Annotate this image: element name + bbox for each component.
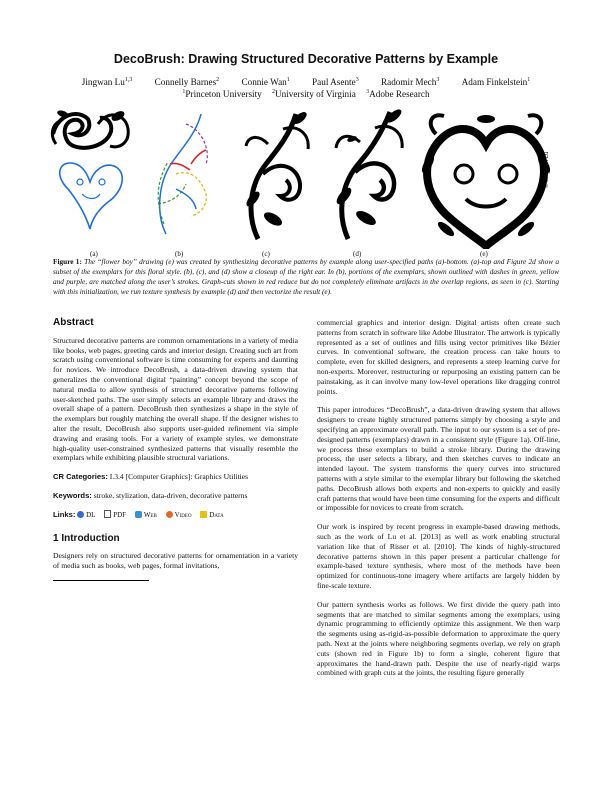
links-row: Links: DL PDF Web Video Data [53,509,224,519]
footnote-rule [53,580,149,581]
label-e: (e) [480,250,488,258]
query-path-heart [60,163,123,229]
affiliation: $^1$Princeton University [182,88,262,99]
author: Radomir Mech$^3$ [380,76,440,87]
copyright-notice: © Jingwan Lu [544,151,550,188]
link-dl[interactable]: DL [77,511,95,519]
author: Connelly Barnes$^2$ [154,76,220,87]
author: Paul Asente$^3$ [312,76,359,87]
author-list [0,76,612,88]
keywords: Keywords: stroke, stylization, data-driven, decorative patterns [53,490,248,500]
intro-heading: 1 Introduction [53,532,120,544]
panel-e-flower-boy [416,104,556,249]
label-a: (a) [90,250,98,258]
intro-paragraph: Designers rely on structured decorative patterns for ornamentation in a variety of media such as books, web pages, formal invitations, [53,551,298,571]
panel-d-synthesized [330,104,410,244]
body-paragraph: Our pattern synthesis works as follows. We first divide the query path into segments that are matched to similar segments among the exemplars, using dynamic programming to efficiently optimize this assignment. We then warp the segments using as-rigid-as-possible deformation to approximate the query path. Next at the joints where neighboring segments overlap, we rely on graph cuts (shown red in Figure 1b) to form a single, coherent figure that approximates the hand-drawn path. Despite the use of nearly-rigid warps combined with graph cuts at the joints, the resulting figure generally [317,599,560,678]
pdf-icon [104,510,111,518]
affiliation: $^3$Adobe Research [366,88,430,99]
author: Adam Finkelstein$^1$ [461,76,531,87]
caption-label: Figure 1: [53,257,82,266]
author: Jingwan Lu$^{1,3}$ [81,76,133,87]
left-column [53,318,298,581]
body-paragraph: Our work is inspired by recent progress in example-based drawing methods, such as the work of Lu et al. [2013] as well as work enabling structural variation like that of Risser et al. [2010]. The kinds of highly-structured decorative patterns shown in this paper present a particular challenge for example-based texture synthesis, where most of the methods have been optimized for continuous-tone imagery where artifacts are largely hidden by fine-scale texture. [317,522,560,590]
figure-caption [53,257,559,297]
authors-block [0,76,612,100]
cr-categories: CR Categories: I.3.4 [Computer Graphics]: Graphics Utilities [53,472,249,482]
abstract-heading: Abstract [53,317,94,328]
panel-b-matched-segments [146,104,226,244]
label-d: (d) [353,250,362,258]
right-column [317,318,560,687]
dl-icon [77,511,84,518]
paper-title: DecoBrush: Drawing Structured Decorative Patterns by Example [113,52,499,66]
web-icon [135,511,142,518]
figure-1 [48,104,560,258]
label-c: (c) [262,250,270,258]
body-paragraph: commercial graphics and interior design. Digital artists often create such patterns from scratch in software like Adobe Illustrator. The artwork is typically represented as a set of outlines and fills using vector primitives like Bézier curves. In conventional software, the creation process can take hours to complete, even for skilled designers, and represents a steep learning curve for non-experts. Moreover, restructuring or repurposing an existing pattern can be painstaking, as it can involve many low-level operations like dragging control points. [317,318,560,396]
body-paragraph: This paper introduces “DecoBrush”, a data-driven drawing system that allows designers to create highly structured patterns simply by choosing a style and specifying an approximate overall path. The input to our system is a set of pre-designed patterns (exemplars) drawn in a consistent style (Figure 1a). Off-line, we process these exemplars to build a stroke library. During the drawing process, the user selects a library, and then sketches curves to indicate an intended layout. The system transforms the query curves into structured patterns with a style similar to the exemplar library but following the sketched paths. DecoBrush allows both experts and non-experts to quickly and easily craft patterns that would have been time consuming for the experts and difficult or impossible for novices to create from scratch. [317,405,560,513]
link-web[interactable]: Web [135,511,157,519]
link-pdf[interactable]: PDF [104,511,126,519]
abstract-text: Structured decorative patterns are common ornamentations in a variety of media like books, web pages, greeting cards and interior design. Creating such art from scratch using conventional software is time consuming for experts and daunting for novices. We introduce DecoBrush, a data-driven drawing system that generalizes the conventional digital “painting” concept beyond the scope of natural media to allow synthesis of structured decorative patterns following user-sketched paths. The user simply selects an example library and draws the overall shape of a pattern. DecoBrush then synthesizes a shape in the style of the exemplars but roughly matching the overall shape. If the designer wishes to alter the result, DecoBrush also supports user-guided refinement via simple drawing and erasing tools. For a variety of example styles, we demonstrate high-quality user-constrained synthesized patterns that visually resemble the exemplars while exhibiting plausible structural variations. [53,335,298,463]
video-icon [166,511,173,518]
author: Connie Wan$^1$ [241,76,290,87]
label-b: (b) [175,250,184,258]
affiliation-list [0,88,612,100]
panel-c-initial-result [238,104,318,244]
link-video[interactable]: Video [166,511,192,519]
data-icon [200,511,207,518]
panel-a-exemplars [48,104,133,244]
affiliation: $^2$University of Virginia [272,88,356,99]
link-data[interactable]: Data [200,511,223,519]
caption-text: The “flower boy” drawing (e) was created by synthesizing decorative patterns by example along user-specified paths (a)-bottom. (a)-top and Figure 2d show a subset of the exemplars for this floral style. (b), (c), and (d) show a closeup of the right ear. In (b), portions of the exemplars, shown outlined with dashes in green, yellow and purple, are matched along the user’s strokes. Graph-cuts shown in red reduce but do not completely eliminate artifacts in the overlap regions, as seen in (c). Starting with this initialization, we run texture synthesis by example (d) and then vectorize the result (e). [53,257,559,296]
